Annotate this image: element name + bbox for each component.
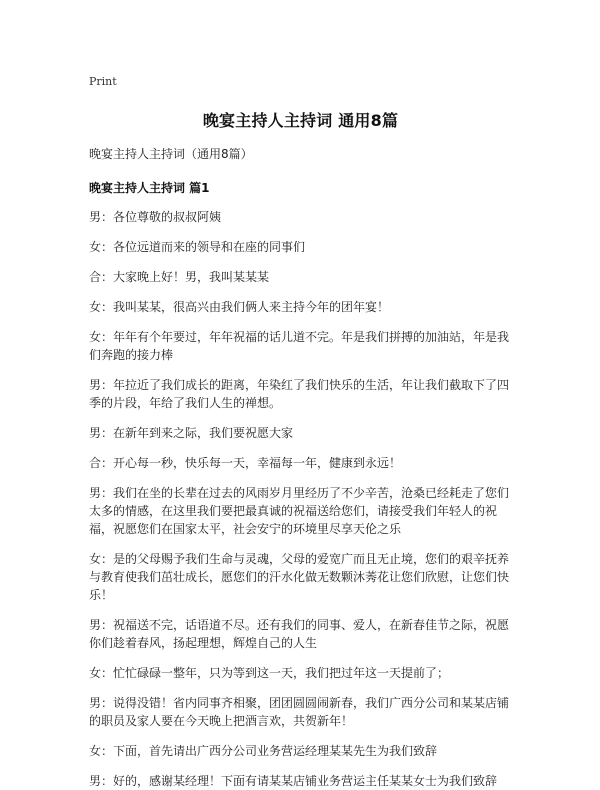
paragraph: 男：说得没错！省内同事齐相聚，团团圆圆闹新春，我们广西分公司和某某店铺的职员及家人要在今天晚上把酒言欢，共贺新年！	[89, 696, 510, 728]
paragraph: 女：是的父母赐予我们生命与灵魂，父母的爱宽广而且无止境，您们的艰辛抚养与教育使我们茁壮成长，愿您们的汗水化做无数颗沐莠花让您们欣慰，让您们快乐！	[89, 552, 510, 602]
paragraph: 女：各位远道而来的领导和在座的同事们	[89, 240, 306, 254]
paragraph: 女：我叫某某，很高兴由我们俩人来主持今年的团年宴！	[89, 300, 390, 314]
paragraph: 男：在新年到来之际，我们要祝愿大家	[89, 426, 294, 440]
paragraph: 女：年年有个年要过，年年祝福的话儿道不完。年是我们拼搏的加油站，年是我们奔跑的接力棒	[89, 330, 510, 362]
document-title: 晚宴主持人主持词 通用8篇	[202, 111, 399, 130]
paragraph: 男：各位尊敬的叔叔阿姨	[89, 210, 222, 224]
section-heading: 晚宴主持人主持词 篇1	[89, 181, 210, 195]
paragraph: 男：年拉近了我们成长的距离，年染红了我们快乐的生活，年让我们截取下了四季的片段，年给了我们人生的禅想。	[89, 378, 510, 410]
paragraph: 男：我们在坐的长辈在过去的风雨岁月里经历了不少辛苦，沧桑已经耗走了您们太多的情感，在这里我们要把最真诚的祝福送给您们，请接受我们年轻人的祝福，祝愿您们在国家太平，社会安宁的环境里尽享天伦之乐	[89, 486, 510, 536]
paragraph: 男：好的，感谢某经理！下面有请某某店铺业务营运主任某某女士为我们致辞	[89, 774, 498, 788]
document-subtitle: 晚宴主持人主持词（通用8篇）	[89, 147, 253, 161]
paragraph: 女：忙忙碌碌一整年，只为等到这一天，我们把过年这一天提前了；	[89, 666, 450, 680]
paragraph: 男：祝福送不完，话语道不尽。还有我们的同事、爱人，在新春佳节之际，祝愿你们趁着春风，扬起理想，辉煌自己的人生	[89, 618, 510, 650]
paragraph: 女：下面，首先请出广西分公司业务营运经理某某先生为我们致辞	[89, 744, 438, 758]
paragraph: 合：大家晚上好！男，我叫某某某	[89, 270, 270, 284]
print-link[interactable]: Print	[89, 75, 117, 88]
paragraph: 合：开心每一秒，快乐每一天，幸福每一年，健康到永远！	[89, 456, 402, 470]
